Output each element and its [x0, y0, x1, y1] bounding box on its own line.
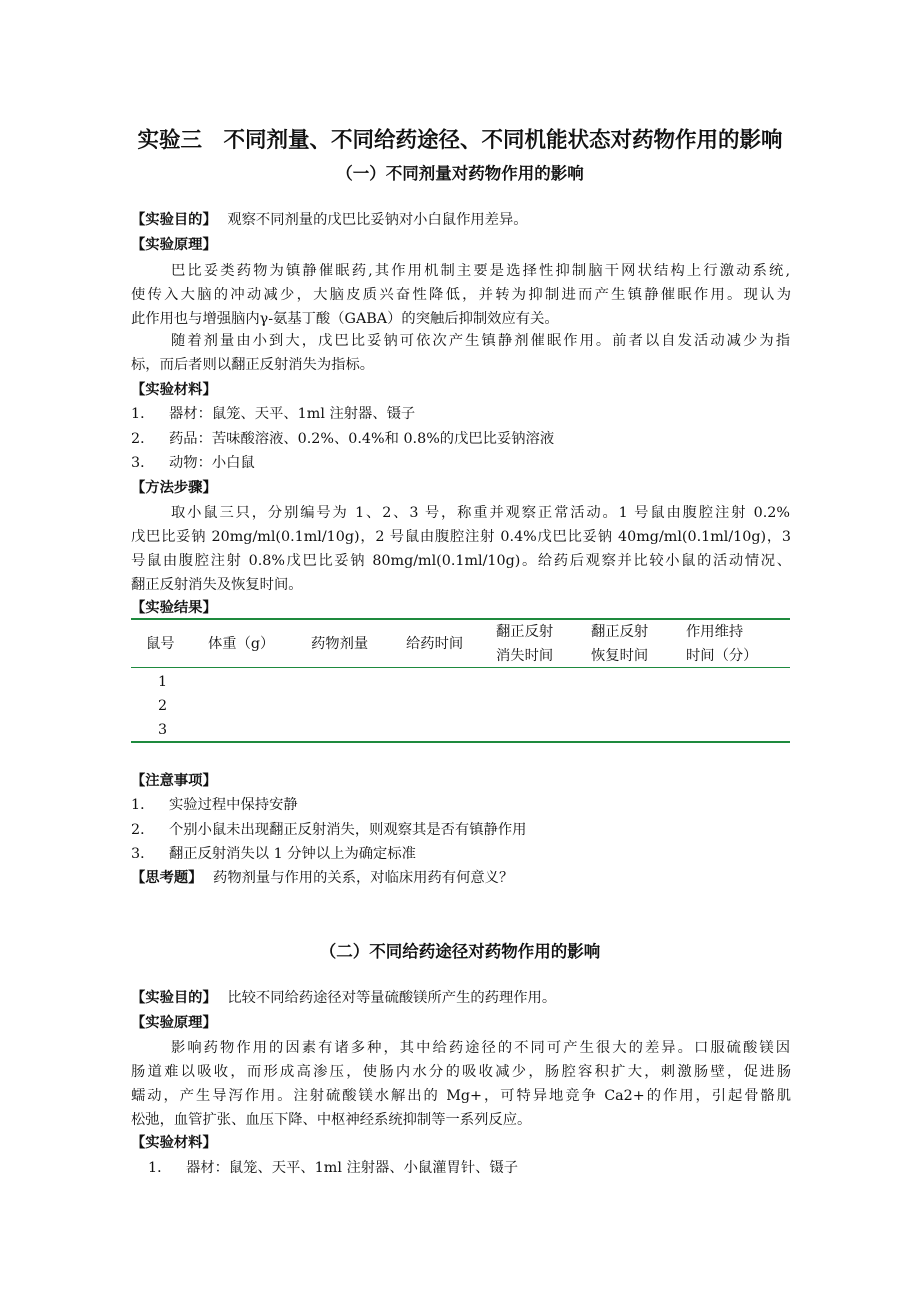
material-num: 2．: [131, 431, 155, 447]
table-row: 2: [158, 698, 168, 714]
table-row: 1: [158, 674, 168, 690]
notes-label: 【注意事项】: [131, 773, 217, 789]
section2-title: （二）不同给药途径对药物作用的影响: [319, 942, 601, 961]
purpose-text: 比较不同给药途径对等量硫酸镁所产生的药理作用。: [227, 990, 557, 1006]
method-line-4: 翻正反射消失及恢复时间。: [131, 577, 303, 593]
table-row: 3: [158, 722, 168, 738]
note-num: 2．: [131, 822, 155, 838]
principle-line-3: 此作用也与增强脑内γ-氨基丁酸（GABA）的突触后抑制效应有关。: [131, 311, 559, 327]
material-num: 1．: [131, 406, 155, 422]
method-line-3: 号鼠由腹腔注射 0.8%戊巴比妥钠 80mg/ml(0.1ml/10g)。给药后观察并比较小鼠的活动情况、: [131, 553, 791, 569]
table-header-cell: 消失时间: [496, 648, 554, 664]
table-bottom-rule: [131, 741, 790, 743]
section1-purpose: [131, 210, 791, 230]
table-header-cell: 给药时间: [406, 636, 464, 652]
principle-label: 【实验原理】: [131, 1015, 217, 1031]
note-num: 1．: [131, 797, 155, 813]
purpose-text: 观察不同剂量的戊巴比妥钠对小白鼠作用差异。: [227, 212, 528, 228]
purpose-label: 【实验目的】: [131, 990, 217, 1006]
table-header-cell: 恢复时间: [591, 648, 649, 664]
note-text: 实验过程中保持安静: [169, 797, 298, 813]
table-header-cell: 体重（g）: [208, 636, 275, 652]
principle-line-1: 巴比妥类药物为镇静催眠药,其作用机制主要是选择性抑制脑干网状结构上行激动系统,: [171, 263, 790, 279]
note-text: 翻正反射消失以 1 分钟以上为确定标准: [169, 846, 416, 862]
materials-label: 【实验材料】: [131, 1135, 217, 1151]
material-num: 1．: [148, 1160, 172, 1176]
material-text: 器材：鼠笼、天平、1ml 注射器、镊子: [169, 406, 416, 422]
table-header-rule: [131, 667, 790, 668]
note-num: 3．: [131, 846, 155, 862]
results-label: 【实验结果】: [131, 600, 217, 616]
table-header-cell: 作用维持: [686, 624, 744, 640]
s2-principle-line-4: 松弛，血管扩张、血压下降、中枢神经系统抑制等一系列反应。: [131, 1112, 532, 1128]
table-header-cell: 翻正反射: [591, 624, 649, 640]
table-header-cell: 药物剂量: [311, 636, 369, 652]
material-text: 动物：小白鼠: [169, 455, 255, 471]
material-text: 器材：鼠笼、天平、1ml 注射器、小鼠灌胃针、镊子: [186, 1160, 519, 1176]
table-header-cell: 翻正反射: [496, 624, 554, 640]
section2-purpose: [131, 988, 791, 1008]
note-text: 个别小鼠未出现翻正反射消失，则观察其是否有镇静作用: [169, 822, 527, 838]
material-item-1: [131, 404, 791, 424]
method-line-1: 取小鼠三只，分别编号为 1、2、3 号，称重并观察正常活动。1 号鼠由腹腔注射 0.2%: [171, 505, 790, 521]
principle-line-2: 使传入大脑的冲动减少，大脑皮质兴奋性降低，并转为抑制进而产生镇静催眠作用。现认为: [131, 287, 791, 303]
purpose-label: 【实验目的】: [131, 212, 217, 228]
note-item-2: [131, 820, 791, 840]
s2-principle-line-3: 蠕动，产生导泻作用。注射硫酸镁水解出的 Mg+，可特异地竞争 Ca2+的作用，引起骨骼肌: [131, 1088, 791, 1104]
question: [131, 868, 791, 888]
method-label: 【方法步骤】: [131, 480, 217, 496]
s2-principle-line-1: 影响药物作用的因素有诸多种，其中给药途径的不同可产生很大的差异。口服硫酸镁因: [171, 1040, 790, 1056]
s2-principle-line-2: 肠道难以吸收，而形成高渗压，使肠内水分的吸收减少，肠腔容积扩大，刺激肠壁，促进肠: [131, 1064, 791, 1080]
principle-label: 【实验原理】: [131, 237, 217, 253]
s2-material-item-1: [131, 1158, 791, 1178]
note-item-1: [131, 795, 791, 815]
table-header-cell: 时间（分）: [686, 648, 758, 664]
table-header-cell: 鼠号: [146, 636, 175, 652]
question-text: 药物剂量与作用的关系，对临床用药有何意义？: [213, 870, 514, 886]
materials-label: 【实验材料】: [131, 382, 217, 398]
material-text: 药品：苦味酸溶液、0.2%、0.4%和 0.8%的戊巴比妥钠溶液: [169, 431, 555, 447]
method-line-2: 戊巴比妥钠 20mg/ml(0.1ml/10g)，2 号鼠由腹腔注射 0.4%戊巴比妥钠 40mg/ml(0.1ml/10g)，3: [131, 529, 791, 545]
section1-title: （一）不同剂量对药物作用的影响: [336, 164, 584, 183]
material-item-3: [131, 453, 791, 473]
material-item-2: [131, 429, 791, 449]
material-num: 3．: [131, 455, 155, 471]
main-title: 实验三 不同剂量、不同给药途径、不同机能状态对药物作用的影响: [137, 128, 783, 153]
principle-line-4: 随着剂量由小到大，戊巴比妥钠可依次产生镇静剂催眠作用。前者以自发活动减少为指: [171, 333, 790, 349]
principle-line-5: 标，而后者则以翻正反射消失为指标。: [131, 357, 375, 373]
question-label: 【思考题】: [131, 870, 203, 886]
note-item-3: [131, 844, 791, 864]
